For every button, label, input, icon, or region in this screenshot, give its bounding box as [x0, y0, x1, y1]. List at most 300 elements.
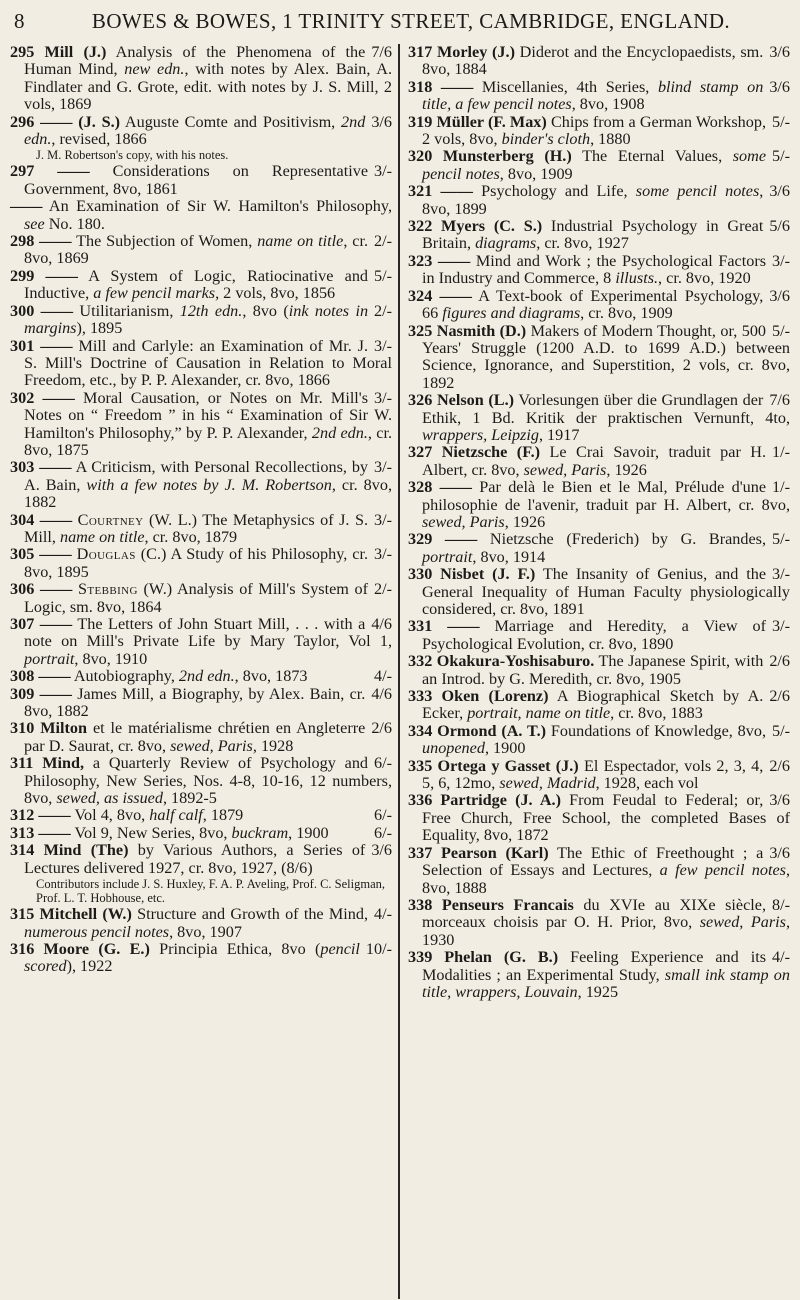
catalogue-entry	[408, 721, 790, 758]
entry-author: Partridge (J. A.)	[440, 791, 561, 810]
entry-italic: 2nd edn.	[178, 667, 235, 686]
catalogue-entry	[408, 112, 790, 149]
entry-text: The Ethic of Freethought ; a Selection of Essays and Lectures,	[422, 843, 764, 880]
catalogue-entry	[408, 948, 790, 1001]
entry-number: 329	[408, 530, 433, 549]
entry-author: ——	[440, 77, 474, 96]
entry-italic: see	[24, 214, 45, 233]
entry-number: 295	[10, 43, 35, 61]
catalogue-entry	[408, 530, 790, 566]
entry-text: Considerations on Representative Government, 8vo, 1861	[24, 162, 369, 198]
entry-author: ——	[40, 336, 73, 355]
entry-number: 305	[10, 545, 35, 564]
entry-price: 6/-	[374, 754, 392, 773]
catalogue-entry	[408, 652, 790, 688]
entry-price: 3/-	[374, 458, 392, 477]
entry-author: ——	[45, 266, 78, 285]
entry-author: —— (J. S.)	[40, 112, 121, 131]
entry-author: Ormond (A. T.)	[437, 721, 547, 740]
entry-author: ——	[39, 545, 72, 564]
catalogue-entry	[408, 843, 791, 897]
entry-note: J. M. Robertson's copy, with his notes.	[36, 148, 229, 163]
entry-price: 5/-	[772, 321, 790, 340]
entry-number: 313	[10, 823, 35, 842]
catalogue-entry	[10, 112, 392, 149]
entry-author: Morley (J.)	[437, 43, 515, 61]
entry-italic: half calf	[149, 806, 203, 825]
entry-text: , 2 vols, 8vo, 1856	[215, 284, 336, 303]
entry-text: , 8vo, 1910	[74, 649, 148, 668]
entry-price: 2/6	[371, 719, 392, 738]
entry-text: , 1917	[538, 425, 580, 444]
catalogue-entry	[408, 565, 790, 618]
entry-italic: sewed, Paris	[523, 460, 607, 479]
entry-text: An Examination of Sir W. Hamilton's Philosophy,	[42, 197, 392, 216]
entry-author: ——	[439, 478, 472, 497]
entry-number: 336	[408, 791, 433, 810]
entry-price: 3/6	[371, 841, 392, 860]
entry-text: Miscellanies, 4th Series,	[473, 77, 658, 96]
entry-italic: buckram	[231, 823, 289, 842]
catalogue-entry	[408, 251, 790, 288]
catalogue-entry	[408, 756, 790, 793]
catalogue-entry	[10, 823, 392, 842]
entry-price: 2/-	[374, 232, 392, 251]
entry-number: 323	[408, 251, 433, 270]
entry-italic: sewed, Paris	[422, 512, 505, 531]
entry-author: Mill (J.)	[44, 43, 107, 61]
entry-number: 328	[408, 478, 433, 497]
catalogue-entry	[10, 458, 393, 512]
entry-text: Diderot and the Encyclopaedists, sm. 8vo, 1884	[422, 43, 764, 79]
entry-text: , 8vo, 1873	[234, 667, 308, 686]
entry-price: 6/-	[374, 806, 392, 825]
entry-price: 4/6	[371, 684, 392, 703]
entry-text: , 1925	[577, 982, 619, 1001]
entry-author: ——	[57, 162, 90, 181]
entry-number: 297	[10, 162, 35, 181]
catalogue-entry	[10, 841, 392, 877]
entry-italic: illusts.	[615, 269, 659, 288]
entry-number: 317	[408, 43, 433, 61]
entry-number: 320	[408, 147, 433, 166]
entry-italic: portrait, name on title	[467, 704, 611, 723]
entry-italic: small ink stamp on title, wrappers, Louvain	[422, 965, 790, 1001]
entry-text: The Letters of John Stuart Mill, . . . with a note on Mill's Private Life by Mary Taylor, Vol 1,	[24, 615, 392, 651]
entry-text: , 8vo, 1899	[422, 182, 764, 218]
entry-author: Myers (C. S.)	[441, 217, 543, 236]
entry-text: , 8vo, 1907	[169, 922, 242, 941]
entry-italic: pencil scored	[24, 939, 360, 976]
entry-author-name: Courtney	[77, 510, 144, 529]
catalogue-entry	[408, 478, 790, 531]
entry-italic: with a few notes by J. M. Robertson	[86, 475, 332, 494]
catalogue-entry	[408, 617, 790, 653]
catalogue-entry	[408, 791, 790, 845]
entry-price: 4/-	[374, 667, 392, 686]
entry-price: 3/6	[371, 112, 392, 131]
entry-price: 3/-	[374, 388, 392, 407]
entry-text: , cr. 8vo, 1882	[24, 475, 393, 512]
entry-text: A Text-book of Experimental Psychology, 66	[422, 286, 764, 323]
entry-italic: sewed, as issued	[56, 789, 163, 808]
entry-price: 3/-	[374, 162, 392, 181]
entry-author: Nasmith (D.)	[436, 321, 527, 340]
entry-number: 327	[408, 443, 433, 462]
entry-text: , 1900	[288, 823, 329, 842]
entry-italic: new edn.	[124, 60, 185, 79]
entry-italic: name on title	[59, 527, 145, 546]
entry-price: 3/6	[769, 843, 790, 862]
entry-price: 3/-	[374, 336, 392, 355]
entry-text: a Quarterly Review of Psychology and Philosophy, New Series, Nos. 4-8, 10-16, 12 numbers, 8vo,	[24, 754, 392, 808]
entry-text: du XVIe au XIXe siècle, morceaux choisis par O. H. Prior, 8vo,	[422, 895, 767, 932]
entry-price: 3/-	[374, 545, 392, 564]
entry-price: 4/-	[772, 948, 790, 967]
entry-italic: a few pencil marks	[93, 284, 216, 303]
entry-price: 3/-	[772, 565, 790, 584]
entry-text: , cr. 8vo, 1879	[144, 527, 238, 546]
entry-author: Nietzsche (F.)	[441, 443, 541, 462]
entry-price: 5/-	[772, 721, 790, 740]
entry-number: 326	[408, 391, 433, 410]
catalogue-entry	[10, 905, 392, 941]
entry-text: A Criticism, with Personal Recollections, by A. Bain,	[24, 458, 369, 494]
catalogue-entry	[10, 615, 392, 668]
entry-author: ——	[444, 530, 478, 549]
entry-italic: 12th edn.	[179, 301, 243, 320]
entry-price: 3/-	[772, 617, 790, 636]
entry-italic: blind stamp on title, a few pencil notes	[422, 77, 764, 114]
entry-number: 298	[10, 232, 35, 251]
entry-text: Structure and Growth of the Mind,	[131, 905, 369, 924]
entry-text: Marriage and Heredity, a View of Psychological Evolution, cr. 8vo, 1890	[422, 617, 767, 653]
entry-author-name: Stebbing	[78, 580, 138, 599]
entry-text: Mind and Work ; the Psychological Factors in Industry and Commerce, 8	[422, 251, 767, 288]
entry-text: Makers of Modern Thought, or, 500 Years' Struggle (1200 A.D. to 1699 A.D.) between Science, Ignorance, and Superstition, 2 vols, cr. 8vo, 1892	[422, 321, 790, 392]
entry-text: Vol 4, 8vo,	[70, 806, 150, 825]
catalogue-entry	[408, 43, 790, 79]
catalogue-entry	[408, 391, 790, 444]
entry-author: Nisbet (J. F.)	[440, 565, 536, 584]
entry-text: Nietzsche (Frederich) by G. Brandes,	[477, 530, 767, 549]
entry-text: Foundations of Knowledge, 8vo,	[546, 721, 767, 740]
entry-author: Munsterberg (H.)	[442, 147, 572, 166]
entry-author: Moore (G. E.)	[43, 939, 150, 958]
catalogue-entry	[10, 545, 392, 581]
entry-price: 3/-	[374, 510, 392, 529]
left-column	[10, 44, 392, 976]
entry-author: Mitchell (W.)	[39, 905, 132, 924]
catalogue-entry	[408, 443, 790, 479]
entry-text: , cr. 8vo, 1909	[580, 304, 673, 323]
catalogue-entry	[10, 719, 392, 755]
entry-italic: some pencil notes	[635, 182, 760, 201]
catalogue-entry	[408, 77, 790, 114]
entry-text: , revised, 1866	[51, 130, 147, 149]
entry-author: Milton	[40, 719, 87, 738]
entry-author: Phelan (G. B.)	[444, 948, 559, 967]
entry-text: , 1928, each vol	[595, 774, 699, 793]
entry-author: Pearson (Karl)	[441, 843, 549, 862]
entry-text: , 1879	[202, 806, 244, 825]
entry-number: 316	[10, 939, 35, 958]
catalogue-entry	[408, 321, 790, 393]
catalogue-entry	[408, 687, 790, 723]
entry-text: , 1930	[422, 913, 790, 949]
entry-price: 4/6	[371, 615, 392, 633]
entry-author: Oken (Lorenz)	[441, 687, 549, 706]
entry-price: 2/6	[769, 687, 790, 706]
entry-price: 5/-	[772, 112, 790, 131]
catalogue-entry	[408, 217, 790, 253]
entry-author: ——	[10, 197, 43, 216]
catalogue-entry	[408, 895, 790, 949]
entry-price: 8/-	[772, 895, 790, 914]
entry-italic: wrappers, Leipzig	[422, 425, 539, 444]
entry-text: , 8vo, 1908	[571, 95, 645, 114]
entry-text: The Insanity of Genius, and the General Inequality of Human Faculty physiologically considered, cr. 8vo, 1891	[422, 565, 790, 618]
entry-italic: unopened	[422, 739, 485, 758]
entry-price: 7/6	[769, 391, 790, 410]
entry-text: (W. L.) The Metaphysics of J. S. Mill,	[24, 510, 369, 546]
entry-number: 321	[408, 182, 433, 201]
entry-price: 2/-	[374, 580, 392, 599]
page-number: 8	[14, 8, 25, 33]
entry-number: 312	[10, 806, 35, 825]
entry-text: , cr. 8vo, 1875	[24, 423, 392, 459]
entry-italic: some pencil notes	[422, 147, 767, 183]
entry-author: Mind (The)	[43, 841, 129, 860]
entry-number: 330	[408, 565, 433, 584]
entry-number: 314	[10, 841, 35, 860]
entry-text: El Espectador, vols 2, 3, 4, 5, 6, 12mo,	[422, 756, 764, 793]
entry-text: , with notes by Alex. Bain, A. Findlater and G. Grote, edit. with notes by J. S. Mill, 2 vols, 1869	[24, 60, 393, 114]
entry-author: ——	[38, 823, 71, 842]
entry-price: 3/6	[769, 286, 790, 305]
entry-text: Vorlesungen über die Grundlagen der Ethik, 1 Bd. Kritik der praktischen Vernunft, 4to,	[422, 391, 790, 427]
catalogue-entry	[10, 388, 392, 460]
entry-price: 5/-	[374, 266, 392, 285]
entry-number: 335	[408, 756, 433, 775]
entry-text: (W.) Analysis of Mill's System of Logic, sm. 8vo, 1864	[24, 580, 369, 616]
entry-italic: diagrams	[475, 234, 537, 253]
entry-text: , cr. 8vo, 1927	[536, 234, 629, 253]
entry-text: ), 1922	[66, 957, 113, 976]
entry-author: ——	[38, 806, 71, 825]
entry-italic: sewed, Paris	[170, 736, 253, 755]
entry-text: , 1892-5	[162, 789, 217, 808]
entry-number: 304	[10, 510, 35, 529]
entry-number: 331	[408, 617, 433, 636]
catalogue-entry	[10, 266, 392, 303]
entry-text: Par delà le Bien et le Mal, Prélude d'une philosophie de l'avenir, traduit par H. Albert, cr. 8vo,	[422, 478, 790, 514]
entry-number: 307	[10, 615, 35, 633]
entry-text: , 1900	[484, 739, 526, 758]
catalogue-entry	[10, 162, 392, 198]
entry-number: 311	[10, 754, 34, 773]
entry-author: ——	[39, 580, 73, 599]
right-column	[408, 44, 790, 1001]
entry-number: 309	[10, 684, 35, 703]
entry-text: A Biographical Sketch by A. Ecker,	[422, 687, 764, 723]
entry-author: ——	[439, 286, 472, 305]
entry-author: ——	[38, 667, 71, 686]
entry-text: Chips from a German Workshop, 2 vols, 8vo,	[422, 112, 767, 149]
entry-text: The Subjection of Women,	[71, 232, 258, 251]
catalogue-entry	[408, 286, 790, 323]
entry-number: 319	[408, 112, 433, 131]
entry-number: 324	[408, 286, 433, 305]
entry-number: 299	[10, 266, 35, 285]
entry-author-name: Douglas	[76, 545, 136, 564]
entry-number: 325	[408, 321, 433, 340]
catalogue-entry	[10, 754, 392, 808]
entry-text: by Various Authors, a Series of Lectures delivered 1927, cr. 8vo, 1927, (8/6)	[24, 841, 366, 877]
entry-number: 337	[408, 843, 433, 862]
entry-text: , 8vo, 1888	[422, 861, 791, 897]
catalogue-entry	[10, 301, 392, 338]
catalogue-entry	[408, 147, 790, 183]
entry-price: 2/6	[769, 756, 790, 775]
entry-text: Analysis of the Phenomena of the Human Mind,	[24, 43, 366, 79]
entry-italic: 2nd edn.	[311, 423, 368, 442]
entry-italic: sewed, Paris	[699, 913, 786, 932]
entry-price: 3/6	[769, 43, 790, 61]
entry-text: Mill and Carlyle: an Examination of Mr. J. S. Mill's Doctrine of Causation in Relation to Moral Freedom, etc., by P. P. Alexander, cr. 8vo, 1866	[24, 336, 392, 390]
entry-text: , 1926	[606, 460, 647, 479]
entry-price: 2/6	[769, 652, 790, 671]
entry-text: et le matérialisme chrétien en Angleterre par D. Saurat, cr. 8vo,	[24, 719, 366, 755]
entry-price: 3/6	[769, 791, 790, 810]
entry-text: Utilitarianism,	[73, 301, 180, 320]
catalogue-entry	[10, 232, 392, 268]
entry-italic: portrait	[422, 547, 473, 566]
entry-number: 301	[10, 336, 35, 355]
entry-text: From Feudal to Federal; or, Free Church, Free School, the completed Bases of Equality, 8vo, 1872	[422, 791, 790, 845]
entry-number: 339	[408, 948, 433, 967]
entry-number: 308	[10, 667, 35, 686]
entry-text: Principia Ethica, 8vo (	[149, 939, 321, 958]
entry-text: Feeling Experience and its Modalities ; an Experimental Study,	[422, 948, 767, 984]
entry-text: , 1880	[590, 130, 631, 149]
entry-author: ——	[40, 301, 74, 320]
entry-text: Industrial Psychology in Great Britain,	[422, 217, 764, 253]
entry-text: , 8vo (	[242, 301, 289, 320]
entry-text: ), 1895	[76, 319, 123, 338]
entry-author: ——	[39, 684, 72, 703]
entry-italic: figures and diagrams	[442, 304, 581, 323]
entry-text: , 8vo, 1909	[499, 164, 573, 183]
entry-note: Contributors include J. S. Huxley, F. A. P. Aveling, Prof. C. Seligman, Prof. L. T. Hobhouse, etc.	[36, 877, 386, 906]
entry-number: 338	[408, 895, 433, 914]
entry-text: , cr. 8vo, 1869	[24, 232, 369, 268]
entry-text: , 1928	[252, 736, 294, 755]
entry-price: 10/-	[365, 939, 392, 958]
entry-number: 300	[10, 301, 35, 320]
entry-price: 1/-	[772, 443, 790, 462]
entry-text: James Mill, a Biography, by Alex. Bain, cr. 8vo, 1882	[24, 684, 366, 721]
page-title: BOWES & BOWES, 1 TRINITY STREET, CAMBRIDGE, ENGLAND.	[91, 8, 731, 33]
entry-text: Moral Causation, or Notes on Mr. Mill's Notes on “ Freedom ” in his “ Examination of Sir W. Hamilton's Philosophy,” by P. P. Alexander,	[24, 388, 392, 442]
catalogue-entry	[10, 684, 392, 721]
entry-price: 3/-	[772, 251, 790, 270]
entry-price: 1/-	[772, 478, 790, 497]
entry-price: 4/-	[374, 905, 392, 924]
entry-author: ——	[437, 251, 471, 270]
entry-author: Okakura-Yoshisaburo.	[436, 652, 595, 671]
entry-number: 332	[408, 652, 433, 671]
entry-author: ——	[42, 388, 75, 407]
catalogue-entry	[408, 182, 790, 218]
catalogue-entry	[10, 667, 392, 686]
entry-number: 310	[10, 719, 35, 738]
entry-text: Auguste Comte and Positivism,	[120, 112, 342, 131]
entry-author: ——	[447, 617, 480, 636]
entry-italic: name on title	[257, 232, 344, 251]
entry-price: 7/6	[371, 43, 392, 61]
entry-italic: numerous pencil notes	[24, 922, 170, 941]
entry-text: Vol 9, New Series, 8vo,	[70, 823, 232, 842]
entry-italic: binder's cloth	[501, 130, 591, 149]
entry-number: 303	[10, 458, 35, 477]
entry-italic: ink notes in margins	[24, 301, 369, 338]
entry-text: A System of Logic, Ratiocinative and Inductive,	[24, 266, 369, 303]
entry-text: No. 180.	[44, 214, 105, 233]
entry-author: Ortega y Gasset (J.)	[437, 756, 579, 775]
entry-author: ——	[39, 510, 73, 529]
catalogue-entry	[10, 336, 392, 390]
entry-author: ——	[39, 232, 72, 251]
entry-price: 2/-	[374, 301, 392, 320]
entry-number: 315	[10, 905, 35, 924]
entry-price: 5/-	[772, 530, 790, 549]
entry-author: Nelson (L.)	[436, 391, 515, 410]
catalogue-entry	[10, 197, 392, 233]
catalogue-entry	[10, 806, 392, 825]
entry-text: Psychology and Life,	[472, 182, 636, 201]
entry-text: , 8vo, 1914	[472, 547, 546, 566]
entry-author: Müller (F. Max)	[436, 112, 547, 131]
entry-number: 334	[408, 721, 433, 740]
entry-price: 5/6	[769, 217, 790, 236]
catalogue-entry	[10, 939, 392, 976]
column-divider	[398, 44, 400, 1299]
entry-text: , cr. 8vo, 1883	[610, 704, 703, 723]
catalogue-entry	[10, 580, 392, 616]
entry-text: The Eternal Values,	[571, 147, 733, 166]
entry-author: Penseurs Francais	[441, 895, 574, 914]
entry-price: 3/6	[769, 182, 790, 201]
entry-text: (C.) A Study of his Philosophy, cr. 8vo, 1895	[24, 545, 369, 581]
entry-number: 306	[10, 580, 35, 599]
entry-italic: 2nd edn.	[24, 112, 366, 149]
entry-number: 333	[408, 687, 433, 706]
entry-text: The Japanese Spirit, with an Introd. by G. Meredith, cr. 8vo, 1905	[422, 652, 764, 688]
catalogue-entry	[10, 43, 393, 114]
entry-italic: portrait	[24, 649, 75, 668]
entry-number: 318	[408, 77, 433, 96]
entry-text: Autobiography,	[70, 667, 179, 686]
entry-author: Mind,	[42, 754, 85, 773]
page-header	[0, 0, 800, 42]
entry-price: 6/-	[374, 823, 392, 842]
entry-text: Le Crai Savoir, traduit par H. Albert, cr. 8vo,	[422, 443, 767, 479]
entry-author: ——	[39, 458, 72, 477]
entry-text: , cr. 8vo, 1920	[658, 269, 751, 288]
entry-italic: sewed, Madrid	[499, 774, 596, 793]
entry-text: , 1926	[504, 512, 546, 531]
